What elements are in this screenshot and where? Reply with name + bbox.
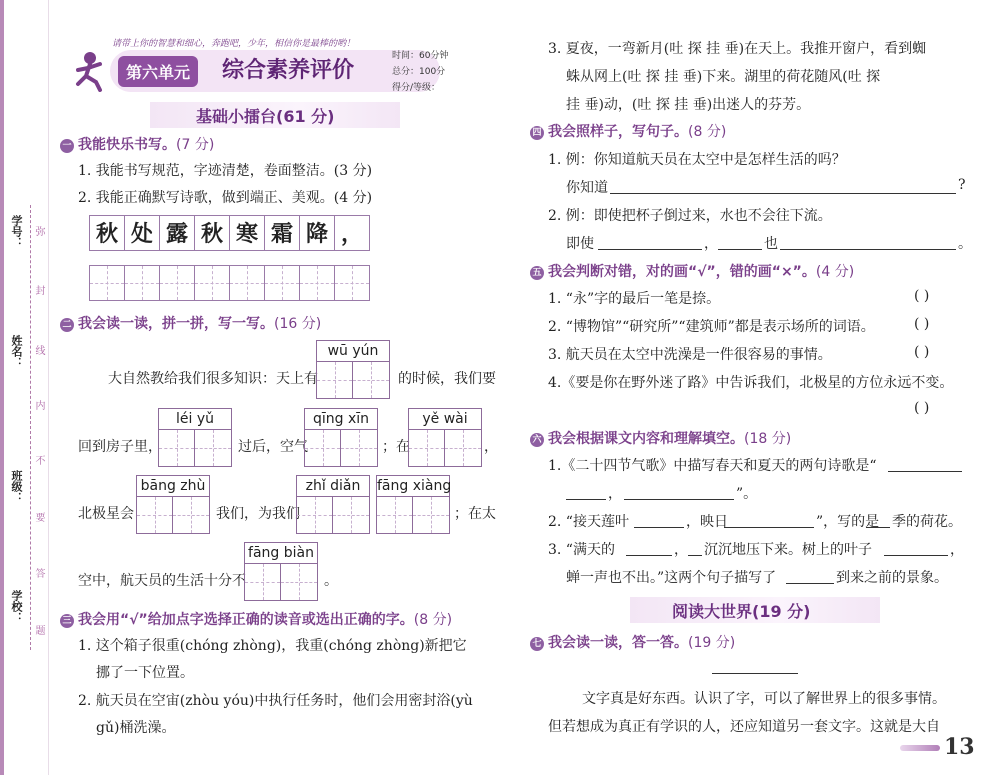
pinyin-box-leiyu[interactable] (158, 408, 232, 467)
s3-q2-line2: gǔ)桶洗澡。 (96, 720, 176, 736)
section-title: 我会照样子，写句子。 (548, 124, 688, 140)
s5-answer-paren-1[interactable]: ( ) (914, 288, 930, 304)
pinyin-label: yě wài (409, 409, 481, 430)
poem-char-cell: 秋 (89, 215, 125, 251)
s1-q1: 1. 我能书写规范，字迹清楚，卷面整洁。(3 分) (78, 163, 373, 179)
s1-q2: 2. 我能正确默写诗歌，做到端正、美观。(4 分) (78, 190, 373, 206)
s6-q3-answer-line-3[interactable] (884, 540, 948, 556)
student-name-label: 姓名： (10, 335, 23, 368)
s2-line2-b: 过后，空气 (238, 439, 308, 455)
pinyin-box-yewai[interactable] (408, 408, 482, 467)
seal-tag: 题 (33, 625, 44, 635)
section-7-heading (530, 632, 735, 652)
s3-q1-line1: 1. 这个箱子很重(chóng zhòng)，我重(chóng zhòng)新把它 (78, 638, 467, 654)
section-points: (18 分) (744, 431, 792, 447)
s6-q2-d: 季的荷花。 (892, 514, 962, 530)
writing-cell[interactable] (264, 265, 300, 301)
reading-paragraph-2: 但若想成为真正有学识的人，还应知道另一套文字。这就是大自 (548, 719, 940, 735)
section-points: (8 分) (413, 612, 453, 628)
section-badge: 一 (60, 139, 74, 153)
s4-q2-answer-line-2[interactable] (718, 234, 762, 250)
s6-q1-answer-line-2[interactable] (566, 484, 606, 500)
s5-item-4: 4.《要是你在野外迷了路》中告诉我们，北极星的方位永远不变。 (548, 375, 954, 391)
writing-cell[interactable] (299, 265, 335, 301)
s2-line4-a: 空中，航天员的生活十分不 (78, 573, 246, 589)
section-points: (19 分) (688, 635, 736, 651)
part2-title: 阅读大世界(19 分) (672, 602, 811, 621)
s6-q3-c: 沉沉地压下来。树上的叶子 (704, 542, 872, 558)
section-title: 我会用“√”给加点字选择正确的读音或选出正确的字。 (78, 612, 414, 628)
section-6-heading (530, 428, 791, 448)
pinyin-label: fāng xiàng (377, 476, 449, 497)
seal-tag: 答 (33, 568, 44, 578)
writing-cell[interactable] (159, 265, 195, 301)
score-info: 得分/等级： (392, 83, 441, 93)
poem-char-cell: 霜 (264, 215, 300, 251)
page-number: 13 (944, 734, 975, 760)
binding-strip (0, 0, 49, 775)
s4-q2-mid: ， (704, 236, 718, 252)
s2-line4-b: 。 (324, 573, 338, 589)
s6-q1-answer-line-1[interactable] (888, 456, 962, 472)
s2-line1-a: 大自然教给我们很多知识：天上有 (108, 371, 318, 387)
pinyin-label: zhǐ diǎn (297, 476, 369, 497)
s4-q2-end: 。 (958, 236, 972, 252)
s6-q1-answer-line-3[interactable] (624, 484, 734, 500)
seal-tag: 要 (33, 512, 44, 522)
pinyin-box-fangxiang[interactable] (376, 475, 450, 534)
time-info: 时间：60分钟 (392, 51, 449, 61)
header-title: 综合素养评价 (222, 58, 355, 83)
poem-char-cell: 寒 (229, 215, 265, 251)
section-title: 我会读一读，拼一拼，写一写。 (78, 316, 274, 332)
pinyin-label: fāng biàn (245, 543, 317, 564)
reading-title-blank[interactable] (712, 673, 798, 674)
s4-q1-answer-line[interactable] (610, 178, 956, 194)
poem-grid (90, 215, 370, 251)
s4-q1: 1. 例：你知道航天员在太空中是怎样生活的吗？ (548, 152, 846, 168)
s6-q2-c: ”，写的是 (816, 514, 880, 530)
part1-title: 基础小擂台(61 分) (196, 107, 335, 126)
pinyin-box-qingxin[interactable] (304, 408, 378, 467)
s6-q1-end: ”。 (736, 486, 758, 502)
poem-char-cell: 露 (159, 215, 195, 251)
school-label: 学校： (10, 590, 23, 623)
seal-tag: 线 (33, 345, 44, 355)
section-title: 我会读一读，答一答。 (548, 635, 688, 651)
s6-q3-b: ， (674, 542, 688, 558)
s2-line3-b: 我们，为我们 (216, 506, 300, 522)
s2-line2-a: 回到房子里， (78, 439, 162, 455)
class-label: 班级： (10, 470, 23, 503)
section-title: 我能快乐书写。 (78, 137, 176, 153)
seal-tag: 不 (33, 455, 44, 465)
s3-q1-line2: 挪了一下位置。 (96, 665, 194, 681)
section-2-heading (60, 313, 321, 333)
writing-cell[interactable] (229, 265, 265, 301)
section-badge: 六 (530, 433, 544, 447)
s6-q3-f: 到来之前的景象。 (836, 570, 948, 586)
s4-q1-stub: 你知道 (566, 180, 608, 196)
section-title: 我会根据课文内容和理解填空。 (548, 431, 744, 447)
seal-tag: 内 (33, 400, 44, 410)
s3-q3-line2: 蛛从网上(吐 探 挂 垂)下来。湖里的荷花随风(吐 探 (566, 69, 881, 85)
writing-cell[interactable] (124, 265, 160, 301)
pinyin-label: wū yún (317, 341, 389, 362)
s5-answer-paren-4[interactable]: ( ) (914, 400, 930, 416)
section-points: (4 分) (815, 264, 855, 280)
page-number-swoosh (900, 745, 940, 751)
s6-q2-b: ，映日 (686, 514, 728, 530)
total-info: 总分：100分 (392, 67, 446, 77)
s6-q3-d: ， (950, 542, 964, 558)
s2-line3-c: ；在太 (454, 506, 496, 522)
poem-char-cell: 降 (299, 215, 335, 251)
s6-q2-answer-line-3[interactable] (866, 512, 890, 528)
s4-q1-end: ? (958, 177, 966, 193)
section-badge: 三 (60, 614, 74, 628)
s6-q3-e: 蝉一声也不出。”这两个句子描写了 (566, 570, 777, 586)
header-slogan: 请带上你的智慧和细心，奔跑吧，少年，相信你是最棒的哟！ (112, 39, 356, 49)
s2-line2-c: ；在 (382, 439, 410, 455)
s4-q2-answer-line-3[interactable] (780, 234, 956, 250)
section-3-heading (60, 609, 452, 629)
s3-q3-line1: 3. 夏夜，一弯新月(吐 探 挂 垂)在天上。我推开窗户，看到蜘 (548, 41, 927, 57)
section-4-heading (530, 121, 726, 141)
pinyin-box-wuyun[interactable] (316, 340, 390, 399)
unit-tag: 第六单元 (118, 56, 198, 87)
section-1-heading (60, 134, 214, 154)
s4-q2: 2. 例：即使把杯子倒过来，水也不会往下流。 (548, 208, 832, 224)
s6-q2-answer-line-2[interactable] (724, 512, 814, 528)
pinyin-label: bāng zhù (137, 476, 209, 497)
section-points: (8 分) (688, 124, 727, 140)
poem-char-cell: ， (334, 215, 370, 251)
poem-char-cell: 秋 (194, 215, 230, 251)
seal-line (30, 205, 31, 650)
section-5-heading (530, 261, 854, 281)
pinyin-box-fangbian[interactable] (244, 542, 318, 601)
seal-tag: 封 (33, 285, 44, 295)
s2-line1-b: 的时候，我们要 (398, 371, 496, 387)
s6-q1-line1: 1.《二十四节气歌》中描写春天和夏天的两句诗歌是“ (548, 458, 877, 474)
s6-q3-answer-line-2[interactable] (688, 540, 702, 556)
s5-item-2: 2. “博物馆”“研究所”“建筑师”都是表示场所的词语。 (548, 319, 875, 335)
s6-q3-answer-line-4[interactable] (786, 568, 834, 584)
section-badge: 四 (530, 126, 544, 140)
section-badge: 二 (60, 318, 74, 332)
s3-q2-line1: 2. 航天员在空宙(zhòu yóu)中执行任务时，他们会用密封浴(yù (78, 693, 473, 709)
writing-cell[interactable] (194, 265, 230, 301)
s3-q3-line3: 挂 垂)动，(吐 探 挂 垂)出迷人的芬芳。 (566, 97, 811, 113)
s6-q3-answer-line-1[interactable] (626, 540, 672, 556)
s6-q3-a: 3. “满天的 (548, 542, 615, 558)
poem-char-cell: 处 (124, 215, 160, 251)
s6-q2-a: 2. “接天莲叶 (548, 514, 629, 530)
s5-answer-paren-3[interactable]: ( ) (914, 344, 930, 360)
reading-paragraph-1: 文字真是好东西。认识了字，可以了解世界上的很多事情。 (582, 691, 946, 707)
pinyin-box-zhidian[interactable] (296, 475, 370, 534)
s6-q1-mid: ， (608, 486, 622, 502)
s4-q2-stub: 即使 (566, 236, 594, 252)
s2-line3-a: 北极星会 (78, 506, 134, 522)
seal-tag: 弥 (33, 226, 44, 236)
section-badge: 七 (530, 637, 544, 651)
pinyin-box-bangzhu[interactable] (136, 475, 210, 534)
s4-q2-answer-line-1[interactable] (598, 234, 702, 250)
binding-band (0, 0, 4, 775)
s6-q2-answer-line-1[interactable] (634, 512, 684, 528)
writing-grid (90, 265, 370, 301)
pinyin-label: qīng xīn (305, 409, 377, 430)
pinyin-label: léi yǔ (159, 409, 231, 430)
s4-q2-ye: 也 (764, 236, 778, 252)
student-number-label: 学号： (10, 215, 23, 248)
runner-mascot-icon (70, 50, 108, 92)
s2-line2-d: ， (484, 439, 498, 455)
writing-cell[interactable] (89, 265, 125, 301)
writing-cell[interactable] (334, 265, 370, 301)
s5-item-1: 1. “永”字的最后一笔是捺。 (548, 291, 721, 307)
s5-answer-paren-2[interactable]: ( ) (914, 316, 930, 332)
section-badge: 五 (530, 266, 544, 280)
section-title: 我会判断对错，对的画“√”，错的画“×”。 (548, 264, 816, 280)
section-points: (7 分) (176, 137, 215, 153)
section-points: (16 分) (274, 316, 322, 332)
s5-item-3: 3. 航天员在太空中洗澡是一件很容易的事情。 (548, 347, 832, 363)
